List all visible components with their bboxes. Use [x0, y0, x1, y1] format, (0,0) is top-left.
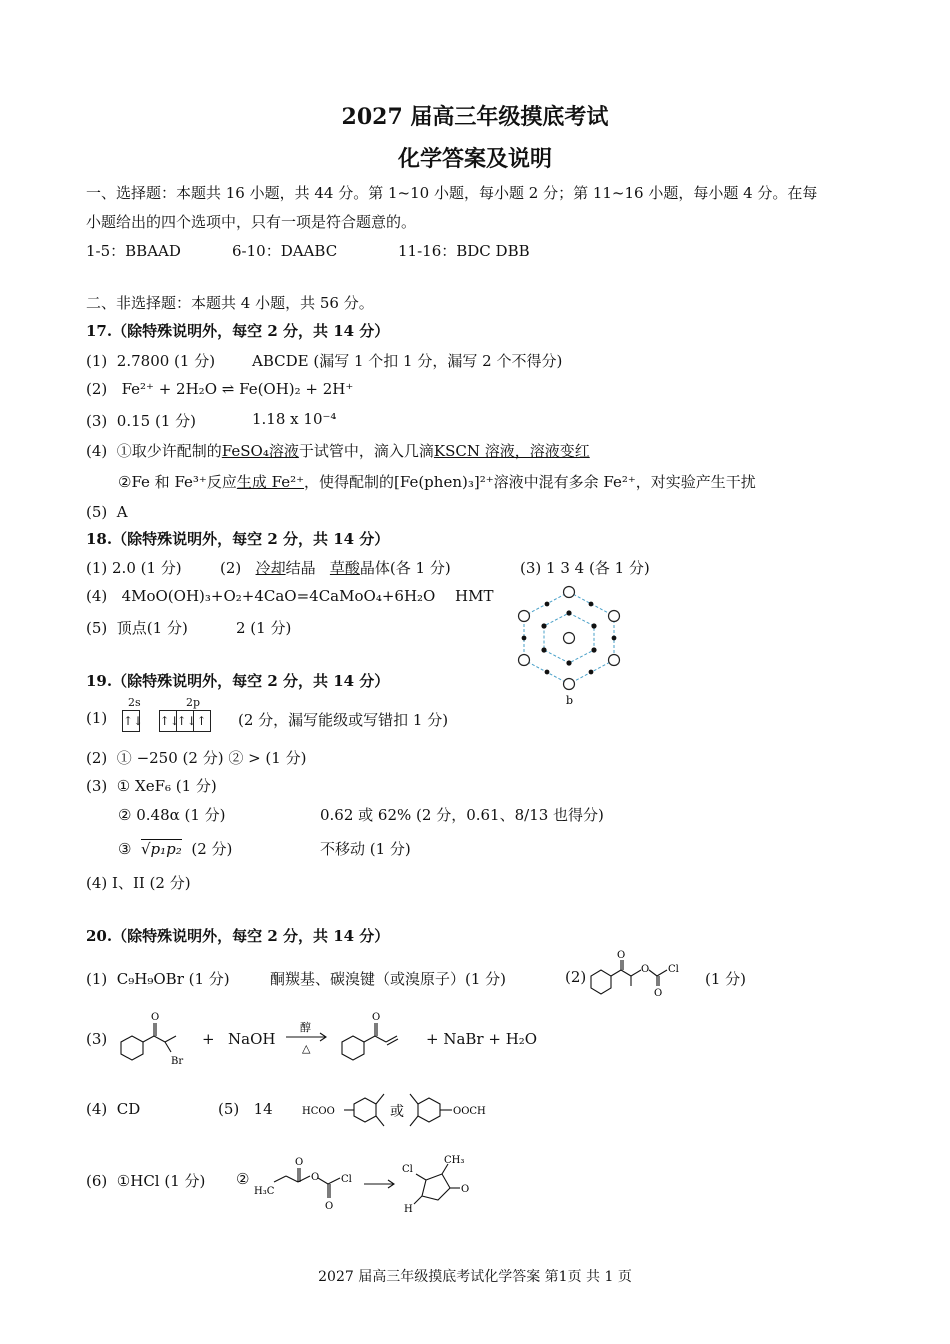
answer-value: C₉H₉OBr (1 分): [116, 970, 230, 988]
q19-a3-2: ② 0.48α (1 分): [118, 806, 226, 824]
text: 晶体(各 1 分): [359, 559, 451, 577]
answer-value: 2.7800 (1 分): [116, 352, 216, 370]
answer-range: 6-10：: [232, 242, 281, 260]
q18-a1: (1) 2.0 (1 分): [86, 559, 182, 577]
lattice-site: [541, 623, 546, 628]
q20-a6-scheme: [254, 1152, 484, 1218]
lattice-atom: [519, 611, 530, 622]
underlined-text: 草酸: [329, 559, 360, 577]
orbital-box-2p: ↑↓: [159, 710, 177, 732]
q20-a2-note: (1 分): [705, 970, 747, 988]
answer-value: DAABC: [280, 242, 338, 260]
lattice-site: [591, 647, 596, 652]
q18-a4-extra: HMT: [455, 587, 494, 605]
lattice-site: [545, 670, 550, 675]
hexagonal-lattice-figure: [510, 580, 630, 710]
answer-range: 11-16：: [398, 242, 457, 260]
q-label: (3): [86, 412, 108, 430]
lattice-site: [541, 647, 546, 652]
lattice-site: [522, 636, 527, 641]
q19-a1-note: (2 分，漏写能级或写错扣 1 分): [238, 711, 449, 729]
q17-a1: [86, 350, 215, 371]
underlined-text: FeSO₄溶液: [221, 442, 299, 460]
atom-label: H: [404, 1204, 413, 1215]
lattice-atom-center: [564, 633, 575, 644]
q20-heading: 20.（除特殊说明外，每空 2 分，共 14 分）: [86, 927, 390, 945]
atom-label: O: [311, 1172, 320, 1183]
condition-bottom: △: [302, 1042, 311, 1055]
isomer-structures: [302, 1074, 502, 1144]
part1-intro-line2: 小题给出的四个选项中，只有一项是符合题意的。: [86, 213, 417, 231]
lattice-site: [566, 610, 571, 615]
atom-label: Cl: [668, 964, 679, 975]
atom-label: Br: [171, 1056, 184, 1067]
q20-a6-2: ②: [236, 1170, 250, 1188]
part1-intro-line1: 一、选择题：本题共 16 小题，共 44 分。第 1~10 小题，每小题 2 分；第 11~16 小题，每小题 4 分。在每: [86, 184, 818, 202]
lattice-site: [589, 670, 594, 675]
q18-a5: [86, 617, 188, 638]
answer-value: 14: [253, 1100, 273, 1118]
q19-a4: (4) I、II (2 分): [86, 874, 191, 892]
q-label: (2): [86, 380, 108, 398]
underlined-text: 冷却: [255, 559, 286, 577]
q19-a1-label: (1): [86, 709, 108, 727]
q20-a6: [86, 1170, 205, 1191]
page-footer: 2027 届高三年级摸底考试化学答案 第1页 共 1 页: [318, 1269, 632, 1285]
q17-heading: 17.（除特殊说明外，每空 2 分，共 14 分）: [86, 322, 390, 340]
orbital-2p-label: 2p: [186, 696, 201, 709]
atom-label: O: [654, 988, 663, 999]
q-label: (4): [86, 587, 108, 605]
q18-a3: (3) 1 3 4 (各 1 分): [520, 559, 650, 577]
answer-value: ①HCl (1 分): [116, 1172, 206, 1190]
atom-label: Cl: [341, 1174, 352, 1185]
benzene-ring: [354, 1098, 376, 1122]
q19-a3-3: [118, 838, 232, 859]
q17-a3-extra: 1.18 x 10⁻⁴: [252, 410, 337, 428]
reactant-structure: [115, 1008, 197, 1070]
text: ②Fe 和 Fe³⁺反应: [118, 473, 237, 491]
group-label: OOCH: [453, 1106, 486, 1117]
answer-value: BBAAD: [125, 242, 181, 260]
q-label: (5): [86, 503, 108, 521]
answer-value: ① −250 (2 分) ② > (1 分): [116, 749, 307, 767]
answer-group-1: [86, 240, 181, 261]
q20-a1-extra: 酮羰基、碳溴键（或溴原子）(1 分): [270, 970, 507, 988]
equation: 4MoO(OH)₃+O₂+4CaO=4CaMoO₄+6H₂O: [121, 587, 436, 605]
q-label: (2): [220, 559, 242, 577]
answer-value: CD: [116, 1100, 141, 1118]
lattice-atom: [609, 611, 620, 622]
atom-label: O: [617, 950, 626, 961]
orbital-2s-label: 2s: [128, 696, 141, 709]
answer-range: 1-5：: [86, 242, 126, 260]
atom-label: O: [295, 1157, 304, 1168]
q19-heading: 19.（除特殊说明外，每空 2 分，共 14 分）: [86, 672, 390, 690]
figure-label: b: [566, 694, 574, 707]
equation: Fe²⁺ + 2H₂O ⇌ Fe(OH)₂ + 2H⁺: [121, 380, 354, 398]
q17-a1-extra: ABCDE (漏写 1 个扣 1 分，漏写 2 个不得分): [252, 352, 563, 370]
q18-a4: [86, 587, 435, 605]
q-label: (4): [86, 442, 108, 460]
atom-label: O: [151, 1012, 160, 1023]
plus-sign: +: [202, 1030, 215, 1048]
answer-value: 顶点(1 分): [116, 619, 188, 637]
q-label: (4): [86, 1100, 108, 1118]
reaction-products: + NaBr + H₂O: [426, 1030, 538, 1048]
atom-label: O: [372, 1012, 381, 1023]
q19-a3-1: [86, 775, 217, 796]
page-title: 2027 届高三年级摸底考试: [341, 104, 609, 130]
q17-a4-line1: [86, 440, 590, 461]
answer-value: BDC DBB: [456, 242, 530, 260]
q18-a5-extra: 2 (1 分): [236, 619, 292, 637]
lattice-site: [589, 602, 594, 607]
q19-a2: [86, 747, 306, 768]
q17-a4-line2: [118, 471, 756, 492]
text: ，使得配制的[Fe(phen)₃]²⁺溶液中混有多余 Fe²⁺，对实验产生干扰: [304, 473, 756, 491]
product-structure: [336, 1008, 424, 1070]
lattice-atom: [564, 679, 575, 690]
group-label: HCOO: [302, 1106, 335, 1117]
lattice-site: [566, 660, 571, 665]
q20-a4: [86, 1100, 140, 1118]
q-label: (6): [86, 1172, 108, 1190]
q20-a5: [218, 1100, 273, 1118]
score-note: (2 分): [191, 840, 233, 858]
orbital-box-2p: ↑: [193, 710, 211, 732]
sqrt-formula: √p₁p₂: [141, 840, 182, 858]
answer-value: 0.15 (1 分): [116, 412, 196, 430]
ring-structure: [422, 1174, 450, 1200]
benzene-ring: [342, 1036, 364, 1060]
atom-label: O: [461, 1184, 470, 1195]
text: 结晶: [285, 559, 316, 577]
lattice-atom: [519, 655, 530, 666]
atom-label: Cl: [402, 1164, 413, 1175]
underlined-text: 生成 Fe²⁺: [236, 473, 305, 491]
answer-value: ① XeF₆ (1 分): [116, 777, 217, 795]
q-label: (1): [86, 970, 108, 988]
q19-a3-2-extra: 0.62 或 62% (2 分，0.61、8/13 也得分): [320, 806, 604, 824]
q-label: (3): [86, 777, 108, 795]
orbital-diagram: [122, 710, 210, 732]
answer-group-2: [232, 240, 337, 261]
q-label: (5): [218, 1100, 240, 1118]
atom-label: O: [325, 1201, 334, 1212]
benzene-ring: [591, 970, 611, 994]
text: 于试管中，滴入几滴: [298, 442, 434, 460]
lattice-site: [545, 602, 550, 607]
q19-a3-3-extra: 不移动 (1 分): [320, 840, 411, 858]
condition-top: 醇: [300, 1021, 311, 1034]
reagent: NaOH: [228, 1030, 276, 1048]
atom-label: H₃C: [254, 1186, 275, 1197]
q20-a2-label: (2): [565, 968, 587, 986]
lattice-atom: [609, 655, 620, 666]
q-label: (5): [86, 619, 108, 637]
or-text: 或: [390, 1104, 404, 1120]
orbital-box-2p: ↑↓: [176, 710, 194, 732]
text: ①取少许配制的: [116, 442, 222, 460]
lattice-site: [612, 636, 617, 641]
lattice-site: [591, 623, 596, 628]
q-label: (1): [86, 352, 108, 370]
q-label: (2): [86, 749, 108, 767]
reaction-arrow: [282, 1018, 332, 1058]
answer-group-3: [398, 240, 530, 261]
circled-number: ③: [118, 840, 132, 858]
q20-a2-structure: [585, 948, 703, 1000]
underlined-text: KSCN 溶液，溶液变红: [433, 442, 590, 460]
orbital-box-2s: ↑↓: [122, 710, 140, 732]
atom-label: CH₃: [444, 1155, 465, 1166]
q17-a5: [86, 503, 128, 521]
q17-a3: [86, 410, 196, 431]
q20-a3-label: (3): [86, 1030, 108, 1048]
atom-label: O: [641, 964, 650, 975]
page-subtitle: 化学答案及说明: [397, 146, 552, 172]
q18-a2: [220, 557, 451, 578]
benzene-ring: [121, 1036, 143, 1060]
part2-intro: 二、非选择题：本题共 4 小题，共 56 分。: [86, 294, 374, 312]
q20-a1: [86, 968, 230, 989]
answer-value: A: [116, 503, 128, 521]
benzene-ring: [418, 1098, 440, 1122]
q18-heading: 18.（除特殊说明外，每空 2 分，共 14 分）: [86, 530, 390, 548]
q17-a2: [86, 380, 353, 398]
lattice-atom: [564, 587, 575, 598]
